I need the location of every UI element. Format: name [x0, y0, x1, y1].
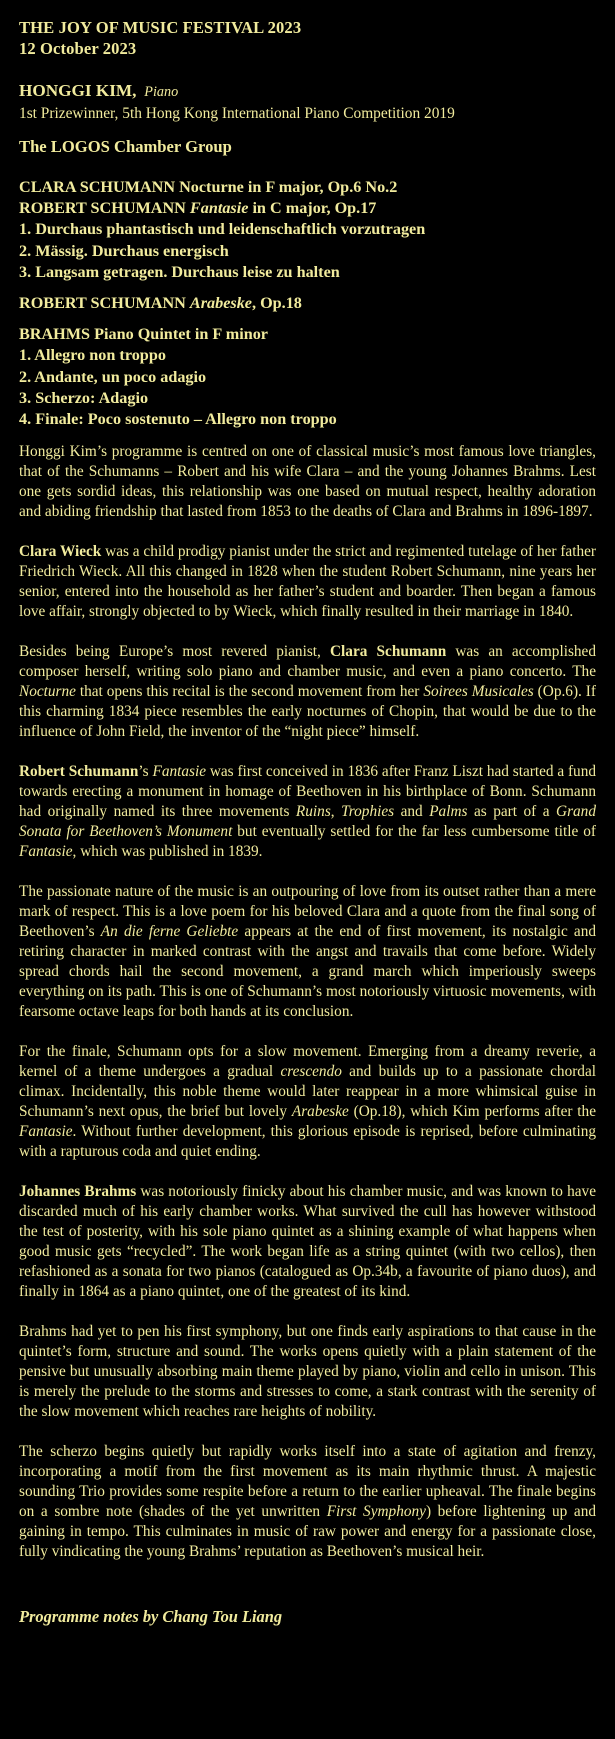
work-title-line: BRAHMS Piano Quintet in F minor	[19, 325, 268, 344]
notes-paragraph: Besides being Europe’s most revered pianist, Clara Schumann was an accomplished composer herself, writing solo piano and chamber music, and even a piano concerto. The Nocturne that opens this recital is the second movement from her Soirees Musicales (Op.6). If this charming 1834 piece resembles the early nocturnes of Chopin, that would be due to the influence of John Field, the inventor of the “night piece” himself.	[19, 643, 596, 741]
notes-paragraph: Clara Wieck was a child prodigy pianist under the strict and regimented tutelage of her father Friedrich Wieck. All this changed in 1828 when the student Robert Schumann, nine years her senior, entered into the household as her father’s student and boarder. Then began a famous love affair, strongly objected to by Wieck, which finally resulted in their marriage in 1840.	[19, 543, 596, 621]
work-block-schumann-nocturne-fantasie	[19, 177, 596, 283]
notes-paragraph: Honggi Kim’s programme is centred on one of classical music’s most famous love triangles, that of the Schumanns – Robert and his wife Clara – and the young Johannes Brahms. Lest one gets sordid ideas, this relationship was one based on mutual respect, healthy adoration and abiding friendship that lasted from 1853 to the deaths of Clara and Brahms in 1896-1897.	[19, 443, 596, 521]
movement-line: 2. Andante, un poco adagio	[19, 367, 207, 386]
header	[19, 17, 596, 157]
movement-line: 2. Mässig. Durchaus energisch	[19, 241, 229, 260]
movement-line: 3. Scherzo: Adagio	[19, 388, 149, 407]
movement-line: 1. Durchaus phantastisch und leidenschaftlich vorzutragen	[19, 220, 426, 239]
work-block-brahms-quintet	[19, 324, 596, 430]
notes-paragraph: The scherzo begins quietly but rapidly works itself into a state of agitation and frenzy, incorporating a motif from the first movement as its main rhythmic thrust. A majestic sounding Trio provides some respite before a return to the earlier upheaval. The finale begins on a sombre note (shades of the yet unwritten First Symphony) before lightening up and gaining in tempo. This culminates in music of raw power and energy for a passionate close, fully vindicating the young Brahms’ reputation as Beethoven’s musical heir.	[19, 1443, 596, 1561]
festival-title: THE JOY OF MUSIC FESTIVAL 2023	[19, 18, 302, 37]
ensemble-name: The LOGOS Chamber Group	[19, 137, 232, 156]
performer-name: HONGGI KIM,	[19, 81, 137, 100]
footer	[19, 1606, 596, 1627]
work-title-line: CLARA SCHUMANN Nocturne in F major, Op.6 No.2	[19, 178, 398, 196]
performer-line	[19, 80, 596, 103]
notes-paragraph: Robert Schumann’s Fantasie was first conceived in 1836 after Franz Liszt had started a fund towards erecting a monument in homage of Beethoven in his birthplace of Bonn. Schumann had originally named its three movements Ruins, Trophies and Palms as part of a Grand Sonata for Beethoven’s Monument but eventually settled for the far less cumbersome title of Fantasie, which was published in 1839.	[19, 763, 597, 861]
notes-paragraph: Brahms had yet to pen his first symphony, but one finds early aspirations to that cause in the quintet’s form, structure and sound. The works opens quietly with a plain statement of the pensive but unusually absorbing main theme played by piano, violin and cello in unison. This is merely the prelude to the storms and stresses to come, a stark contrast with the serenity of the slow movement which reaches rare heights of nobility.	[19, 1323, 596, 1421]
notes-paragraph: For the finale, Schumann opts for a slow movement. Emerging from a dreamy reverie, a kernel of a theme undergoes a gradual crescendo and builds up to a passionate chordal climax. Incidentally, this noble theme would later reappear in a more whimsical guise in Schumann’s next opus, the brief but lovely Arabeske (Op.18), which Kim performs after the Fantasie. Without further development, this glorious episode is reprised, before culminating with a rapturous coda and quiet ending.	[19, 1043, 596, 1161]
programme-notes	[19, 442, 596, 1562]
notes-credit: Programme notes by Chang Tou Liang	[19, 1607, 283, 1627]
notes-paragraph: The passionate nature of the music is an outpouring of love from its outset rather than a mere mark of respect. This is a love poem for his beloved Clara and a quote from the final song of Beethoven’s An die ferne Geliebte appears at the end of first movement, its nostalgic and retiring character in marked contrast with the angst and travails that come before. Widely spread chords hail the second movement, a grand march which imperiously sweeps everything on its path. This is one of Schumann’s most notoriously virtuosic movements, with fearsome octave leaps for both hands at its conclusion.	[19, 883, 596, 1021]
movement-line: 1. Allegro non troppo	[19, 346, 166, 365]
work-title-line: ROBERT SCHUMANN Fantasie in C major, Op.17	[19, 199, 377, 218]
programme-list	[19, 177, 596, 430]
movement-line: 3. Langsam getragen. Durchaus leise zu halten	[19, 262, 340, 281]
movement-line: 4. Finale: Poco sostenuto – Allegro non troppo	[19, 410, 337, 429]
performer-credit: 1st Prizewinner, 5th Hong Kong International Piano Competition 2019	[19, 105, 455, 122]
work-block-schumann-arabeske	[19, 293, 596, 314]
event-date: 12 October 2023	[19, 39, 137, 58]
performer-instrument: Piano	[144, 84, 179, 100]
notes-paragraph: Johannes Brahms was notoriously finicky about his chamber music, and was known to have discarded much of his early chamber works. What survived the cull has however withstood the test of posterity, with his sole piano quintet as a shining example of what happens when good music gets “recycled”. The work began life as a string quintet (with two cellos), then refashioned as a sonata for two pianos (catalogued as Op.34b, a favourite of piano duos), and finally in 1864 as a piano quintet, one of the greatest of its kind.	[19, 1183, 596, 1301]
work-title-line: ROBERT SCHUMANN Arabeske, Op.18	[19, 294, 302, 313]
